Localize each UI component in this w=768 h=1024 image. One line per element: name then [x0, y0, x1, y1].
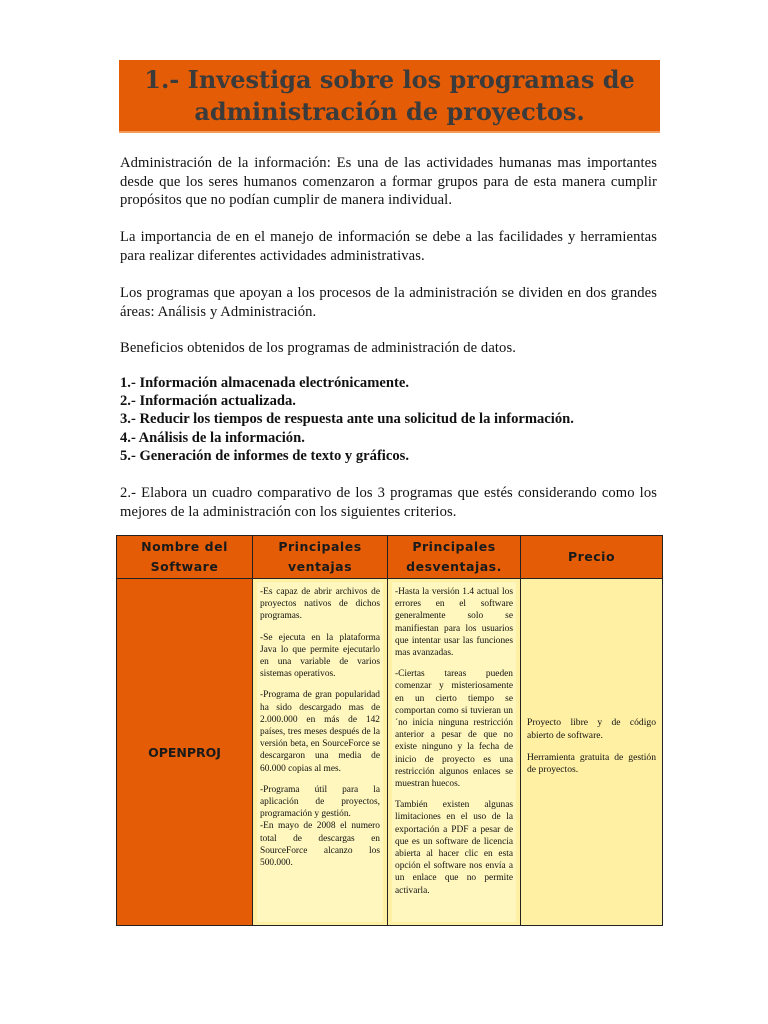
list-item: 1.- Información almacenada electrónicamente. — [120, 375, 409, 391]
disadvantage-item: También existen algunas limitaciones en el uso de la exportación a PDF a pesar de que es un software de licencia abierta al hacer clic en esta opción el software nos envía a un enlace que no permite activarla. — [395, 800, 513, 896]
comparison-table — [116, 535, 663, 926]
advantage-item: -En mayo de 2008 el numero total de descargas en SourceForce alcanzo los 500.000. — [260, 821, 380, 869]
list-item: 5.- Generación de informes de texto y gráficos. — [120, 447, 409, 464]
paragraph-admin-info: Administración de la información: Es una de las actividades humanas mas importantes desde que los seres humanos comenzaron a formar grupos para de esta manera cumplir propósitos que no podían cumplir de manera individual. — [120, 155, 657, 208]
price-item: Herramienta gratuita de gestión de proyectos. — [527, 752, 656, 776]
price-item: Proyecto libre y de código abierto de software. — [527, 717, 656, 741]
header-price: Precio — [521, 536, 663, 579]
list-item: 3.- Reducir los tiempos de respuesta ante una solicitud de la información. — [120, 411, 574, 428]
table-header-row — [117, 536, 663, 579]
list-item: 2.- Información actualizada. — [120, 393, 296, 410]
header-software-name: Nombre del Software — [117, 536, 253, 579]
title-line-2: administración de proyectos. — [194, 97, 585, 126]
paragraph-program-areas: Los programas que apoyan a los procesos de la administración se dividen en dos grandes áreas: Análisis y Administración. — [120, 285, 657, 320]
advantage-item: -Programa útil para la aplicación de proyectos, programación y gestión. — [260, 784, 380, 820]
paragraph-importance: La importancia de en el manejo de información se debe a las facilidades y herramientas para realizar diferentes actividades administrativas. — [120, 229, 657, 264]
advantage-item: -Se ejecuta en la plataforma Java lo que permite ejecutarlo en una variable de varios sistemas operativos. — [260, 632, 380, 680]
title-line-1: 1.- Investiga sobre los programas de — [144, 65, 635, 94]
disadvantage-item: -Ciertas tareas pueden comenzar y misteriosamente en un cierto tiempo se comportan como si tuvieran un ´no inicia ninguna restricción anterior a pesar de que no existe ninguno y la fecha de inicio de proyecto es una restricción algunos enlaces se muestran huecos. — [395, 669, 513, 790]
header-disadvantages: Principales desventajas. — [388, 536, 521, 579]
advantage-item: -Es capaz de abrir archivos de proyectos nativos de dichos programas. — [260, 587, 380, 622]
benefits-list — [120, 374, 680, 465]
question-2: 2.- Elabora un cuadro comparativo de los 3 programas que estés considerando como los mejores de la administración con los siguientes criterios. — [120, 485, 657, 520]
header-advantages: Principales ventajas — [253, 536, 388, 579]
disadvantage-item: -Hasta la versión 1.4 actual los errores en el software generalmente solo se manifiestan para los usuarios que intentar usar las funciones mas avanzadas. — [395, 587, 513, 659]
page-title — [119, 60, 660, 133]
table-row — [117, 579, 663, 926]
price-cell — [521, 579, 663, 926]
advantage-item: -Programa de gran popularidad ha sido descargado mas de 2.000.000 en más de 142 países, tres meses después de la versión beta, en SourceForce se descargaron una media de 60.000 copias al mes. — [260, 690, 380, 774]
list-item: 4.- Análisis de la información. — [120, 429, 305, 446]
software-name-cell: OPENPROJ — [117, 579, 253, 926]
paragraph-benefits-intro: Beneficios obtenidos de los programas de administración de datos. — [120, 340, 516, 356]
advantages-cell — [253, 579, 388, 926]
disadvantages-cell — [388, 579, 521, 926]
